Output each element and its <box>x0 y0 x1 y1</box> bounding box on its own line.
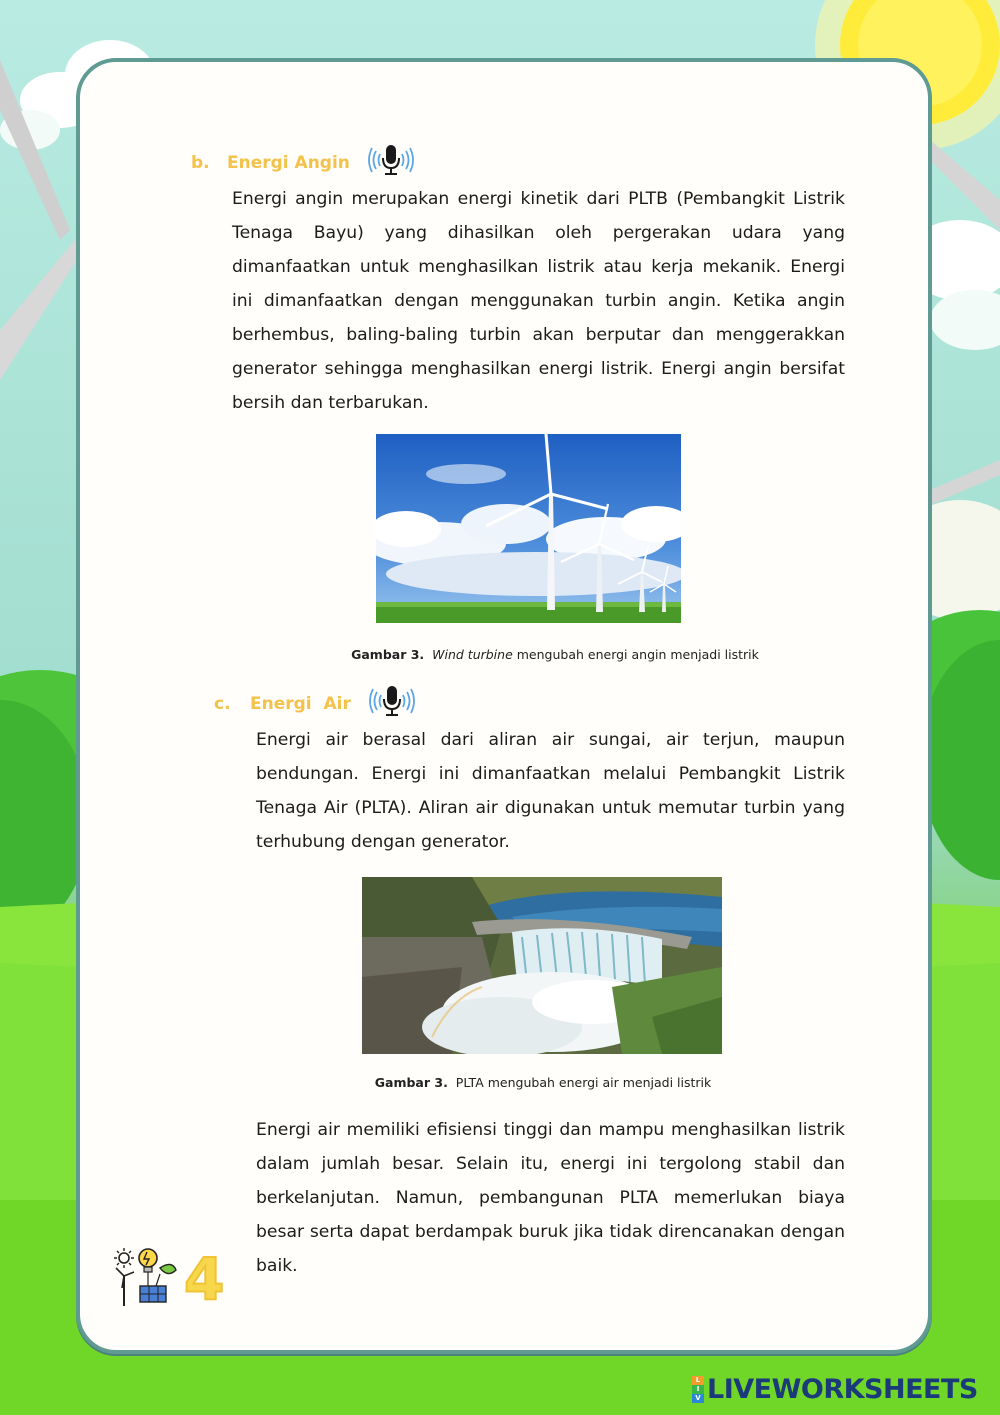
page-number: 4 <box>184 1245 225 1313</box>
section-c-title: Energi Air <box>250 693 351 714</box>
liveworksheets-logo-icon <box>692 1376 704 1403</box>
caption-hydro-text: PLTA mengubah energi air menjadi listrik <box>455 1075 712 1090</box>
section-c-paragraph-2: Energi air memiliki efisiensi tinggi dan mampu menghasilkan listrik dalam jumlah besar. Selain itu, energi ini tergolong stabil dan berkelanjutan. Namun, pembangunan PLTA memerlukan biaya besar serta dapat berdampak buruk jika tidak direncanakan dengan baik. <box>256 1120 845 1276</box>
logo-letter: V <box>692 1394 704 1403</box>
figure-caption-hydro <box>43 1075 1000 1090</box>
figure-caption-wind <box>55 647 1000 662</box>
liveworksheets-brand[interactable] <box>692 1374 978 1405</box>
hydro-dam-photo <box>362 877 722 1054</box>
brand-name: LIVEWORKSHEETS <box>707 1374 978 1405</box>
section-b-heading <box>191 143 416 182</box>
section-c-paragraph: Energi air berasal dari aliran air sungai, air terjun, maupun bendungan. Energi ini dimanfaatkan melalui Pembangkit Listrik Tenaga Air (PLTA). Aliran air digunakan untuk memutar turbin yang terhubung dengan generator. <box>256 730 845 852</box>
caption-hydro-label: Gambar 3. <box>374 1075 448 1090</box>
caption-wind-italic: Wind turbine <box>432 647 513 662</box>
wind-turbine-photo <box>376 434 681 623</box>
caption-wind-text: mengubah energi angin menjadi listrik <box>512 647 759 662</box>
page-badge <box>112 1246 224 1312</box>
logo-letter: I <box>692 1385 704 1394</box>
section-b-letter: b. <box>191 152 210 173</box>
logo-letter: L <box>692 1376 704 1385</box>
renewable-energy-icon <box>112 1246 182 1312</box>
microphone-audio-icon[interactable] <box>367 684 417 723</box>
section-c-heading <box>214 684 417 723</box>
section-b-title: Energi Angin <box>227 152 350 173</box>
microphone-audio-icon[interactable] <box>366 143 416 182</box>
section-c-letter: c. <box>214 693 231 714</box>
section-b-paragraph: Energi angin merupakan energi kinetik dari PLTB (Pembangkit Listrik Tenaga Bayu) yang dihasilkan oleh pergerakan udara yang dimanfaatkan untuk menghasilkan listrik atau kerja mekanik. Energi ini dimanfaatkan dengan menggunakan turbin angin. Ketika angin berhembus, baling-baling turbin akan berputar dan menggerakkan generator sehingga menghasilkan energi listrik. Energi angin bersifat bersih dan terbarukan. <box>232 189 845 413</box>
caption-wind-label: Gambar 3. <box>351 647 425 662</box>
